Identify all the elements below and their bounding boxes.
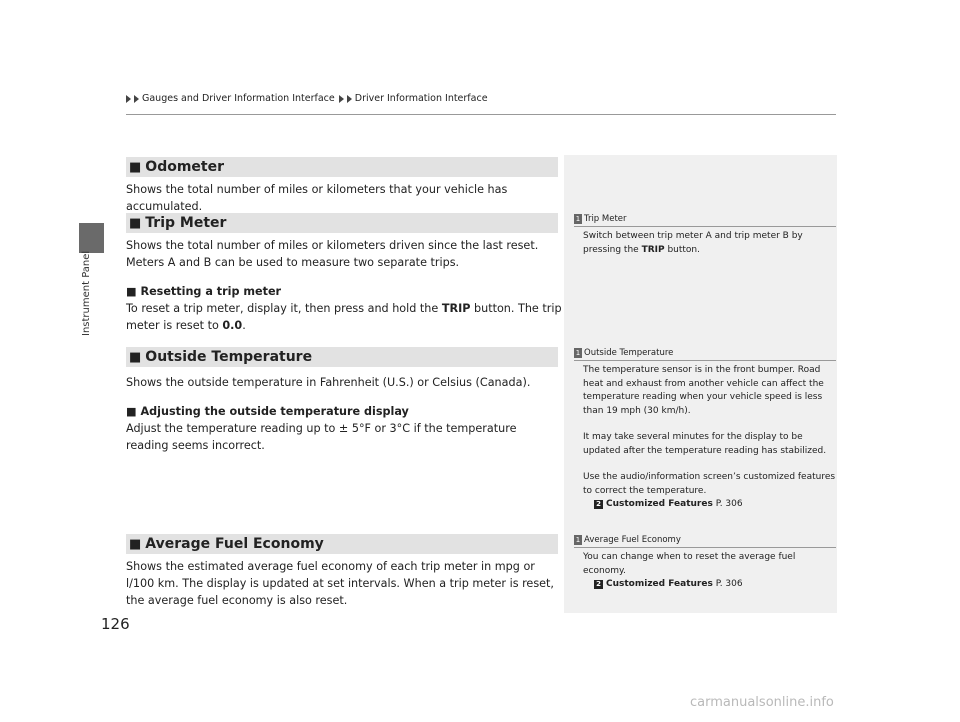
section-marker-icon: ■ <box>129 349 142 365</box>
page-number: 126 <box>101 615 130 633</box>
subsection-text: Adjust the temperature reading up to ± 5°F or 3°C if the temperature reading seems incorrect. <box>126 422 517 452</box>
section-title: Trip Meter <box>145 215 227 231</box>
breadcrumb <box>126 93 488 104</box>
breadcrumb-item-gauges[interactable]: Gauges and Driver Information Interface <box>142 93 335 104</box>
section-marker-icon: ■ <box>129 536 142 552</box>
triangle-right-icon <box>126 95 131 103</box>
cross-reference-link[interactable] <box>583 498 836 512</box>
reference-label[interactable]: Customized Features <box>606 499 713 509</box>
trip-button-label: TRIP <box>441 302 471 315</box>
reference-arrow-icon: 2 <box>594 580 603 589</box>
triangle-right-icon <box>339 95 344 103</box>
odometer-text: Shows the total number of miles or kilometers that your vehicle has accumulated. <box>126 183 508 213</box>
trip-meter-text: Shows the total number of miles or kilometers driven since the last reset. Meters A and B can be used to measure two separate trips. <box>126 239 539 269</box>
trip-meter-subsection <box>126 283 562 334</box>
note-body: Switch between trip meter A and trip meter B by pressing the TRIP button. <box>583 231 803 255</box>
breadcrumb-item-driver-info[interactable]: Driver Information Interface <box>354 93 488 104</box>
note-header <box>574 535 836 548</box>
cross-reference-link[interactable] <box>583 578 836 592</box>
note-paragraph: You can change when to reset the average fuel economy. <box>583 552 796 576</box>
section-marker-icon: ■ <box>126 405 137 418</box>
chapter-tab-label: Instrument Panel <box>81 250 92 336</box>
reference-arrow-icon: 2 <box>594 500 603 509</box>
trip-button-label: TRIP <box>641 244 665 255</box>
note-number-icon: 1 <box>575 349 581 357</box>
note-title: Trip Meter <box>584 214 627 224</box>
triangle-right-icon <box>347 95 352 103</box>
note-title: Average Fuel Economy <box>584 535 681 545</box>
reset-value: 0.0 <box>222 319 243 332</box>
note-trip-meter <box>574 214 836 257</box>
section-marker-icon: ■ <box>129 159 142 175</box>
note-number-icon: 1 <box>575 215 581 223</box>
outside-temperature-text: Shows the outside temperature in Fahrenheit (U.S.) or Celsius (Canada). <box>126 376 531 389</box>
section-header-odometer <box>126 157 558 177</box>
section-title: Average Fuel Economy <box>145 536 324 552</box>
note-outside-temperature <box>574 348 836 512</box>
outside-temperature-subsection <box>126 403 562 454</box>
reference-page: P. 306 <box>715 499 743 509</box>
reference-label[interactable]: Customized Features <box>606 579 713 589</box>
section-title: Odometer <box>145 159 225 175</box>
note-body <box>574 364 836 512</box>
triangle-right-icon <box>134 95 139 103</box>
note-header <box>574 214 836 227</box>
note-body <box>574 551 836 592</box>
subsection-title: ■ Adjusting the outside temperature display <box>126 405 409 418</box>
section-title: Outside Temperature <box>145 349 313 365</box>
section-marker-icon: ■ <box>129 215 142 231</box>
watermark: carmanualsonline.info <box>690 695 834 710</box>
note-paragraph: Use the audio/information screen’s customized features to correct the temperature. <box>583 472 836 496</box>
section-header-outside-temperature <box>126 347 558 367</box>
chapter-tab <box>78 252 102 342</box>
section-marker-icon: ■ <box>126 285 137 298</box>
chapter-tab-marker <box>79 223 104 253</box>
note-title: Outside Temperature <box>584 348 674 358</box>
reference-page: P. 306 <box>715 579 743 589</box>
section-header-trip-meter <box>126 213 558 233</box>
subsection-text: To reset a trip meter, display it, then press and hold the TRIP button. The trip meter is reset to 0.0. <box>126 302 562 332</box>
note-header <box>574 348 836 361</box>
header-rule <box>126 114 836 115</box>
note-paragraph: The temperature sensor is in the front bumper. Road heat and exhaust from another vehicle can affect the temperature reading when your vehicle speed is less than 19 mph (30 km/h). <box>583 365 824 416</box>
note-number-icon: 1 <box>575 536 581 544</box>
average-fuel-economy-text: Shows the estimated average fuel economy of each trip meter in mpg or l/100 km. The display is updated at set intervals. When a trip meter is reset, the average fuel economy is also reset. <box>126 560 554 607</box>
subsection-title: ■ Resetting a trip meter <box>126 285 282 298</box>
section-header-average-fuel-economy <box>126 534 558 554</box>
note-average-fuel-economy <box>574 535 836 592</box>
note-paragraph: It may take several minutes for the display to be updated after the temperature reading has stabilized. <box>583 432 827 456</box>
